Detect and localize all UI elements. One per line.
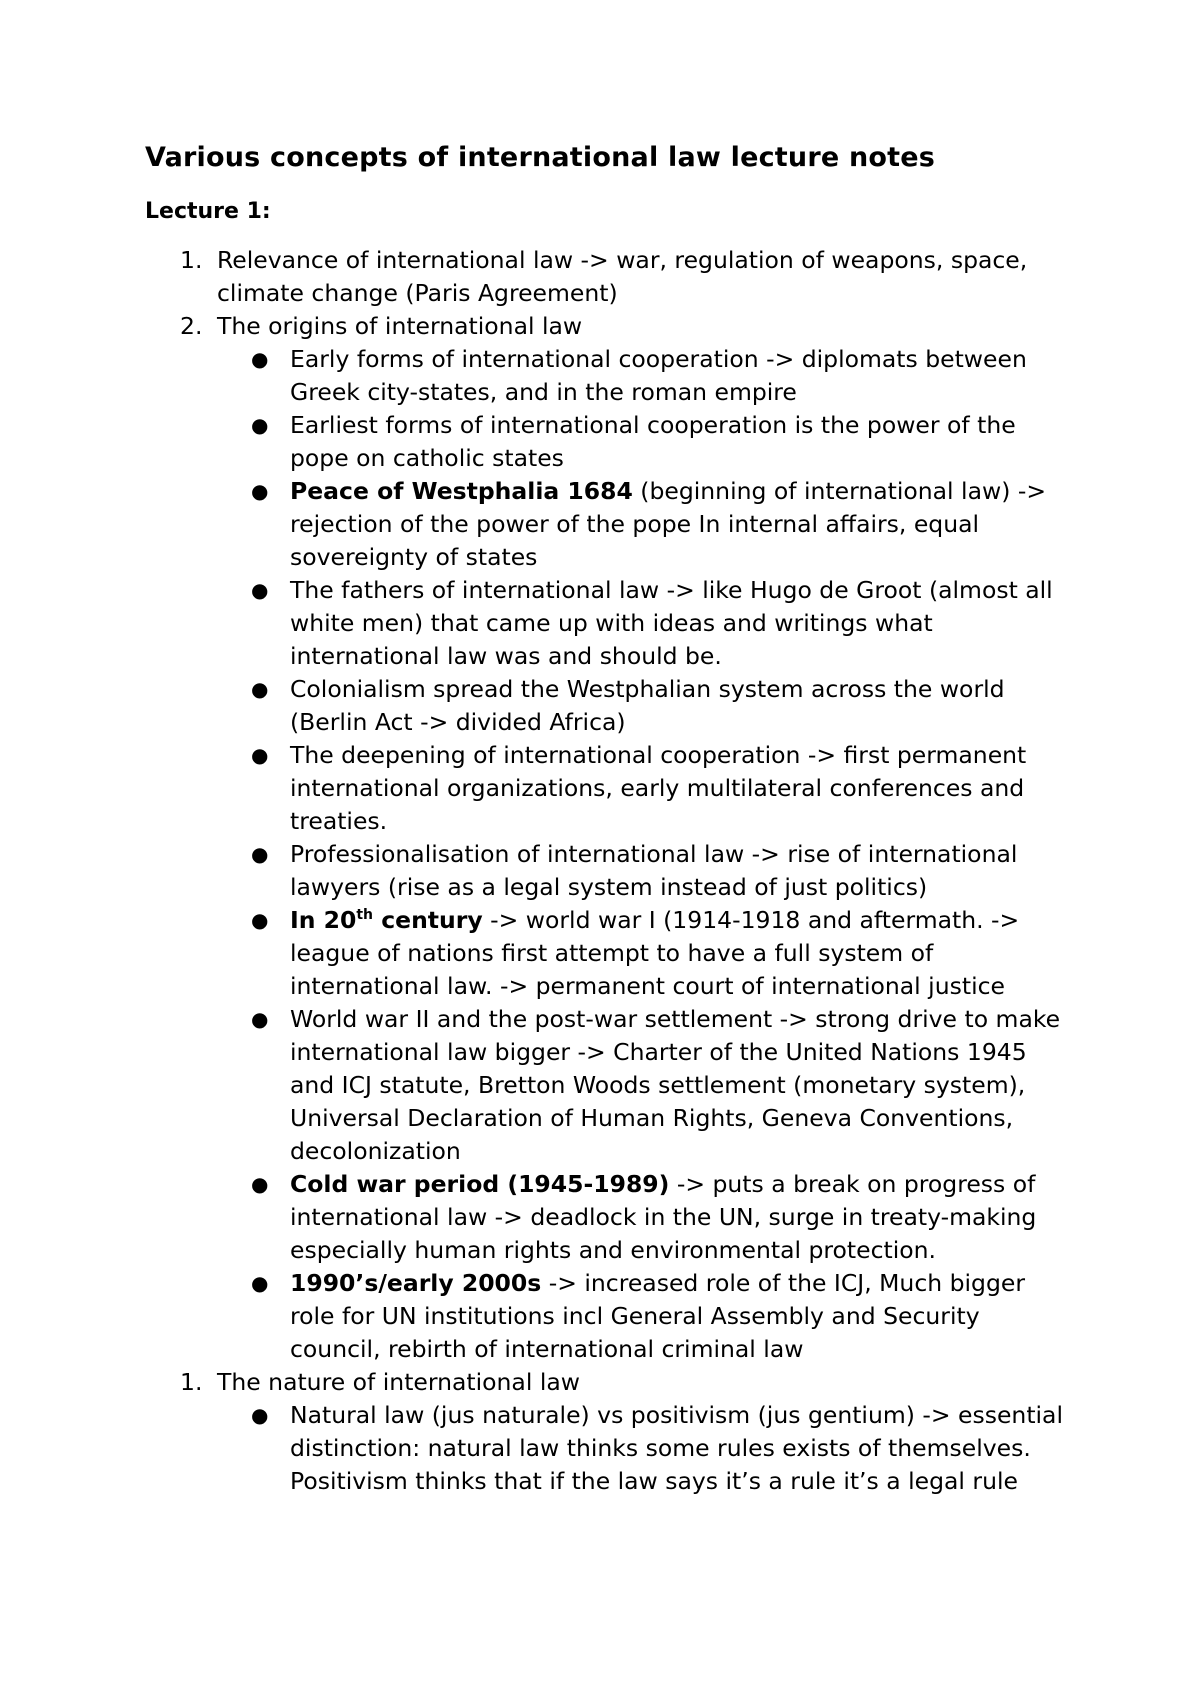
lecture-heading: Lecture 1: — [145, 199, 271, 224]
bullet-item — [145, 409, 1075, 475]
bullet-icon: ● — [251, 842, 269, 866]
bullet-list — [145, 343, 1075, 1366]
item-text: The origins of international law — [217, 312, 583, 340]
bullet-item — [145, 838, 1075, 904]
bullet-text: Earliest forms of international cooperation is the power of the pope on catholic states — [290, 411, 1016, 472]
bullet-item — [145, 574, 1075, 673]
superscript-text: th — [356, 907, 374, 924]
bullet-text: -> increased role of the ICJ, Much bigger role for UN institutions incl General Assembly and Security council, rebirth of international criminal law — [290, 1269, 1025, 1363]
bullet-icon: ● — [251, 908, 269, 932]
bullet-list — [145, 1399, 1075, 1498]
bullet-text: (beginning of international law) -> rejection of the power of the pope In internal affairs, equal sovereignty of states — [290, 477, 1047, 571]
numbered-item — [145, 244, 1075, 310]
lecture-content — [145, 244, 1075, 1498]
document-title: Various concepts of international law lecture notes — [145, 142, 936, 173]
bullet-bold-text: Peace of Westphalia 1684 — [290, 477, 633, 505]
bullet-icon: ● — [251, 1403, 269, 1427]
item-text: The nature of international law — [217, 1368, 580, 1396]
bullet-icon: ● — [251, 1271, 269, 1295]
bullet-text: Early forms of international cooperation -> diplomats between Greek city-states, and in the roman empire — [290, 345, 1027, 406]
bullet-item — [145, 1003, 1075, 1168]
bullet-bold-text: century — [373, 906, 483, 934]
bullet-text: Natural law (jus naturale) vs positivism (jus gentium) -> essential distinction: natural law thinks some rules exists of themselves. Positivism thinks that if the law says it’s a rule it’s a legal rule — [290, 1401, 1063, 1495]
bullet-item — [145, 475, 1075, 574]
numbered-item — [145, 310, 1075, 343]
bullet-item — [145, 1267, 1075, 1366]
bullet-bold-text: In 20 — [290, 906, 357, 934]
bullet-item — [145, 904, 1075, 1003]
bullet-bold-text: Cold war period (1945-1989) — [290, 1170, 670, 1198]
bullet-item — [145, 739, 1075, 838]
bullet-icon: ● — [251, 1172, 269, 1196]
bullet-text: Colonialism spread the Westphalian system across the world (Berlin Act -> divided Africa) — [290, 675, 1005, 736]
bullet-item — [145, 1168, 1075, 1267]
bullet-text: -> puts a break on progress of international law -> deadlock in the UN, surge in treaty-making especially human rights and environmental protection. — [290, 1170, 1037, 1264]
bullet-icon: ● — [251, 578, 269, 602]
numbered-item — [145, 1366, 1075, 1399]
bullet-icon: ● — [251, 347, 269, 371]
bullet-text: The fathers of international law -> like Hugo de Groot (almost all white men) that came up with ideas and writings what international law was and should be. — [290, 576, 1053, 670]
bullet-item — [145, 343, 1075, 409]
bullet-text: Professionalisation of international law -> rise of international lawyers (rise as a legal system instead of just politics) — [290, 840, 1018, 901]
bullet-item — [145, 1399, 1075, 1498]
item-number: 1. — [180, 246, 203, 274]
item-number: 1. — [180, 1368, 203, 1396]
bullet-icon: ● — [251, 743, 269, 767]
bullet-icon: ● — [251, 479, 269, 503]
bullet-bold-text: 1990’s/early 2000s — [290, 1269, 542, 1297]
bullet-text: World war II and the post-war settlement -> strong drive to make international law bigger -> Charter of the United Nations 1945 and ICJ statute, Bretton Woods settlement (monetary system), Universal Declaration of Human Rights, Geneva Conventions, decolonization — [290, 1005, 1061, 1165]
bullet-icon: ● — [251, 1007, 269, 1031]
bullet-text: -> world war I (1914-1918 and aftermath. -> league of nations first attempt to have a full system of international law. -> permanent court of international justice — [290, 906, 1020, 1000]
item-number: 2. — [180, 312, 203, 340]
item-text: Relevance of international law -> war, regulation of weapons, space, climate change (Paris Agreement) — [217, 246, 1028, 307]
bullet-item — [145, 673, 1075, 739]
bullet-icon: ● — [251, 677, 269, 701]
bullet-icon: ● — [251, 413, 269, 437]
bullet-text: The deepening of international cooperation -> first permanent international organizations, early multilateral conferences and treaties. — [290, 741, 1027, 835]
